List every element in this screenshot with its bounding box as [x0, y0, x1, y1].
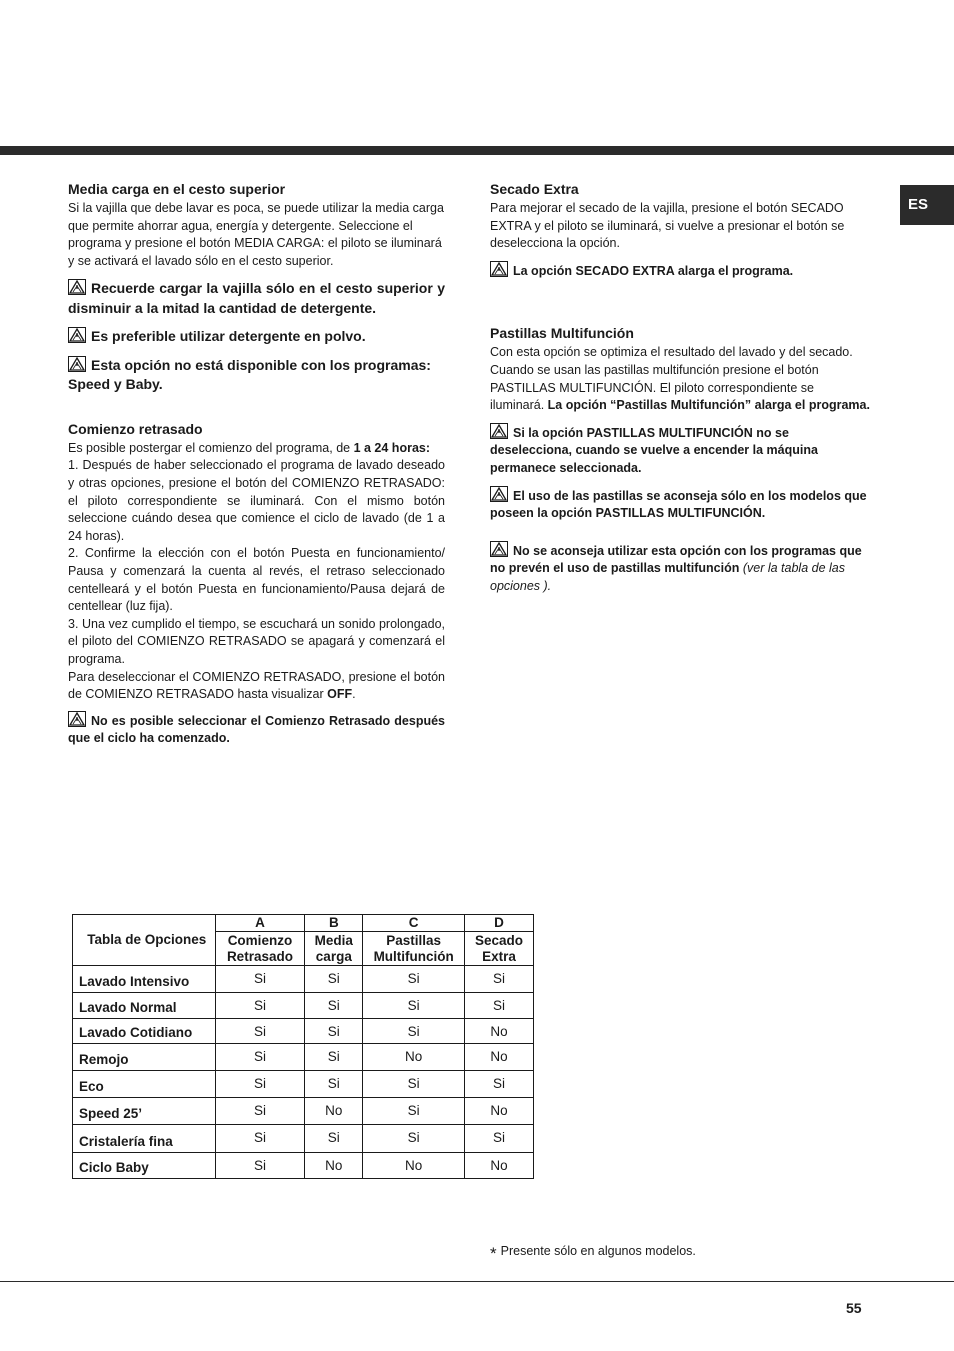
- pastillas-warning-2: El uso de las pastillas se aconseja sólo en los modelos que poseen la opción PASTILLAS MULTIFUNCIÓN.: [490, 486, 870, 523]
- pastillas-body-2: Cuando se usan las pastillas multifunción presione el botón PASTILLAS MULTIFUNCIÓN. El piloto correspondiente se iluminará. La opción “Pastillas Multifunción” alarga el programa.: [490, 362, 870, 413]
- table-row: Cristalería fina Si Si Si Si: [73, 1125, 534, 1153]
- media-carga-warning-1: Recuerde cargar la vajilla sólo en el cesto superior y disminuir a la mitad la cantidad de detergente.: [68, 280, 445, 316]
- column-header: Media carga: [305, 932, 363, 966]
- column-letter: C: [363, 915, 465, 932]
- pastillas-body-1: Con esta opción se optimiza el resultado del lavado y del secado.: [490, 345, 853, 360]
- comienzo-title: Comienzo retrasado: [68, 420, 203, 437]
- pastillas-warning-3: No se aconseja utilizar esta opción con los programas que no prevén el uso de pastillas multifunción (ver la tabla de las opciones ).: [490, 541, 870, 596]
- footer-rule: [0, 1281, 954, 1282]
- warning-icon: [490, 423, 508, 439]
- table-row: Ciclo Baby Si No No No: [73, 1153, 534, 1179]
- column-letter: B: [305, 915, 363, 932]
- table-row: Lavado Normal Si Si Si Si: [73, 993, 534, 1019]
- warning-icon: [490, 486, 508, 502]
- warning-icon: [68, 356, 86, 372]
- column-letter: D: [465, 915, 534, 932]
- column-header: Pastillas Multifunción: [363, 932, 465, 966]
- pastillas-title: Pastillas Multifunción: [490, 325, 634, 342]
- warning-icon: [490, 541, 508, 557]
- warning-icon: [68, 711, 86, 727]
- table-row: Speed 25’ Si No Si No: [73, 1098, 534, 1125]
- page-number: 55: [846, 1300, 862, 1316]
- comienzo-step-1: 1. Después de haber seleccionado el programa de lavado deseado y otras opciones, presione el botón del COMIENZO RETRASADO: el piloto correspondiente se iluminará. Con el mismo botón seleccione cuándo desea que comience el ciclo de lavado (de 1 a 24 horas).: [68, 458, 445, 543]
- warning-icon: [68, 327, 86, 343]
- media-carga-title: Media carga en el cesto superior: [68, 181, 286, 197]
- column-header: Comienzo Retrasado: [215, 932, 305, 966]
- footnote: * Presente sólo en algunos modelos.: [490, 1244, 696, 1263]
- comienzo-step-2: 2. Confirme la elección con el botón Puesta en funcionamiento/ Pausa y comenzará la cuenta al revés, el retraso seleccionado centelleará y el botón Puesta en funcionamiento/Pausa dejará de centellear (luz fija).: [68, 546, 445, 614]
- media-carga-body: Si la vajilla que debe lavar es poca, se puede utilizar la media carga que permite ahorrar agua, energía y detergente. Seleccione el programa y presione el botón MEDIA CARGA: el piloto se iluminará y se activará el lavado sólo en el cesto superior.: [68, 201, 444, 268]
- table-row: Remojo Si Si No No: [73, 1044, 534, 1071]
- options-table: [72, 914, 534, 1179]
- table-row: Eco Si Si Si Si: [73, 1071, 534, 1098]
- comienzo-deselect: Para deseleccionar el COMIENZO RETRASADO, presione el botón de COMIENZO RETRASADO hasta visualizar OFF.: [68, 669, 445, 702]
- table-title: Tabla de Opciones: [73, 915, 216, 966]
- right-column: [490, 180, 870, 596]
- comienzo-warning: No es posible seleccionar el Comienzo Retrasado después que el ciclo ha comenzado.: [68, 711, 445, 748]
- table-header-letters: [73, 915, 534, 932]
- left-column: [68, 180, 445, 748]
- secado-title: Secado Extra: [490, 181, 579, 197]
- language-tab: ES: [900, 185, 954, 225]
- column-letter: A: [215, 915, 305, 932]
- column-header: Secado Extra: [465, 932, 534, 966]
- comienzo-step-3: 3. Una vez cumplido el tiempo, se escuchará un sonido prolongado, el piloto del COMIENZO RETRASADO se apagará y comenzará el programa.: [68, 616, 445, 666]
- secado-warning: La opción SECADO EXTRA alarga el programa.: [490, 261, 870, 281]
- pastillas-warning-1: Si la opción PASTILLAS MULTIFUNCIÓN no se deselecciona, cuando se vuelve a encender la máquina permanece seleccionada.: [490, 423, 870, 478]
- comienzo-intro: Es posible postergar el comienzo del programa, de 1 a 24 horas:: [68, 440, 431, 455]
- secado-body: Para mejorar el secado de la vajilla, presione el botón SECADO EXTRA y el piloto se iluminará, si vuelve a presionar el botón se deselecciona la opción.: [490, 201, 845, 251]
- warning-icon: [68, 279, 86, 295]
- table-row: Lavado Cotidiano Si Si Si No: [73, 1019, 534, 1044]
- table-row: Lavado Intensivo Si Si Si Si: [73, 966, 534, 993]
- media-carga-warning-3: Esta opción no está disponible con los programas: Speed y Baby.: [68, 356, 431, 393]
- warning-icon: [490, 261, 508, 277]
- header-bar: [0, 146, 954, 155]
- media-carga-warning-2: Es preferible utilizar detergente en polvo.: [68, 327, 445, 347]
